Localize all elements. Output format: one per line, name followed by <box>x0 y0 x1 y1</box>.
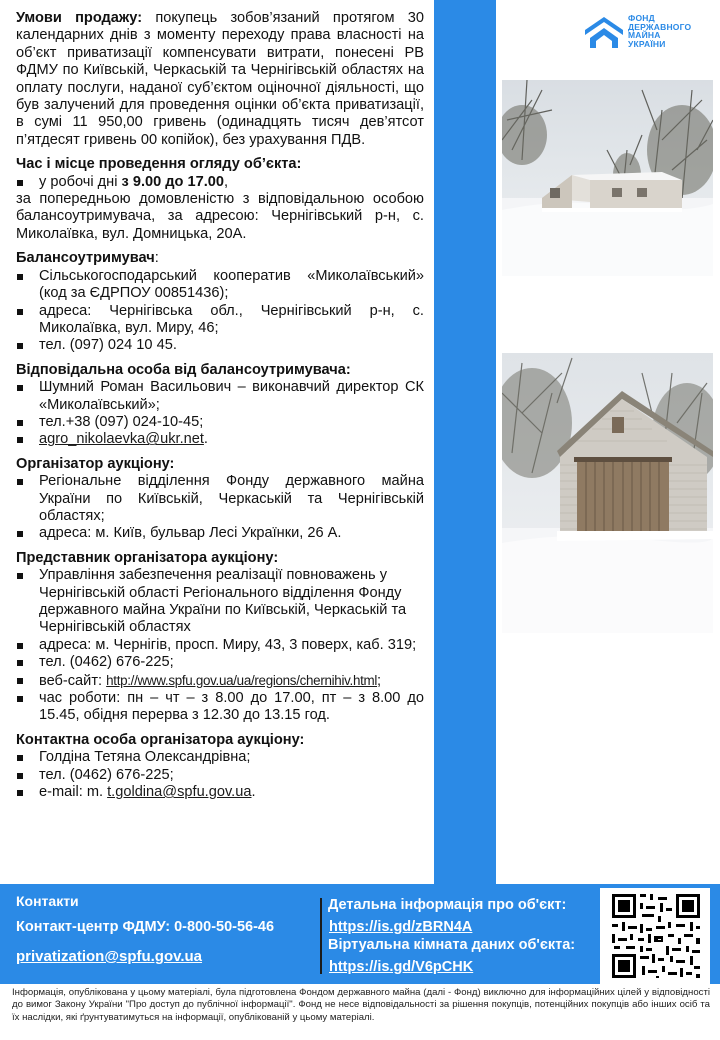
list-item: тел. (097) 024 10 45. <box>16 337 424 354</box>
contact-person-list <box>16 749 424 801</box>
footer-vdr-label: Віртуальна кімната даних об'єкта: <box>328 937 576 953</box>
list-item: тел. (0462) 676-225; <box>16 767 424 784</box>
list-item: адреса: м. Київ, бульвар Лесі Українки, 26 А. <box>16 525 424 542</box>
contact-email-prefix: e-mail: m. <box>39 784 108 801</box>
footer-email-link[interactable]: privatization@spfu.gov.ua <box>16 948 203 965</box>
contact-email-link[interactable]: t.goldina@spfu.gov.ua <box>107 784 252 801</box>
balance-holder-section <box>16 250 424 354</box>
list-item: час роботи: пн – чт – з 8.00 до 17.00, пт – з 8.00 до 15.45, обідня перерва з 12.30 до 13.15 год. <box>16 690 424 725</box>
list-item: Управління забезпечення реалізації повноважень у Чернігівській області Регіонального відділення Фонду державного майна України по Київській, Черкаській та Чернігівській областях <box>16 567 424 637</box>
website-suffix: ; <box>377 672 382 689</box>
sale-terms-text: покупець зобов’язаний протягом 30 календарних днів з моменту переходу права власності на об’єкт приватизації компенсувати витрати, понесені РВ ФДМУ по Київській, Черкаській та Чернігівській областях на оплату послуги, наданої суб’єктом оціночної діяльності, що був залучений для проведення оцінки об’єкта приватизації, в сумі 11 950,00 гривень (одинадцять тисяч дев’ятсот п’ятдесят гривень 00 копійок), без урахування ПДВ. <box>16 10 424 148</box>
inspection-section <box>16 156 424 243</box>
list-item: адреса: м. Чернігів, просп. Миру, 43, 3 поверх, каб. 319; <box>16 637 424 654</box>
inspection-text: за попередньою домовленістю з відповідальною особою балансоутримувача, за адресою: Чернігівський р-н, с. Миколаївка, вул. Домницька, 20А. <box>16 191 424 242</box>
balance-holder-heading <box>16 250 424 267</box>
side-accent-bar <box>434 0 496 884</box>
organizer-section <box>16 456 424 543</box>
logo-text <box>628 14 691 48</box>
lot-description <box>16 10 424 808</box>
balance-holder-list <box>16 268 424 355</box>
organizer-rep-heading: Представник організатора аукціону: <box>16 549 279 566</box>
inspection-time-hours: з 9.00 до 17.00 <box>121 173 225 190</box>
logo-line: УКРАЇНИ <box>628 38 666 49</box>
organizer-rep-section <box>16 550 424 725</box>
fdmu-logo <box>584 14 714 50</box>
footer-detail-label: Детальна інформація про об'єкт: <box>328 897 567 913</box>
list-item: Сільськогосподарський кооператив «Миколаївський» (код за ЄДРПОУ 00851436); <box>16 268 424 303</box>
responsible-heading: Відповідальна особа від балансоутримувача: <box>16 361 351 378</box>
list-item: Шумний Роман Васильович – виконавчий директор СК «Миколаївський»; <box>16 379 424 414</box>
balance-holder-heading-text: Балансоутримувач <box>16 250 155 267</box>
website-link[interactable]: http://www.spfu.gov.ua/ua/regions/chernihiv.html <box>106 672 378 688</box>
inspection-time-prefix: у робочі дні <box>39 173 122 190</box>
contact-person-section <box>16 732 424 802</box>
list-item <box>16 431 424 448</box>
responsible-email-suffix: . <box>203 431 208 448</box>
barn-doors-photo-image <box>502 353 713 633</box>
disclaimer-text: Інформація, опублікована у цьому матеріалі, була підготовлена Фондом державного майна (далі - Фонд) виключно для інформаційних цілей у відповідності до вимог Закону України "Про доступ до публічної інформації". Фонд не несе відповідальності за рішення покупців, потенційних покупців або інших осіб та їх наслідки, які ґрунтуватимуться на інформації, опублікованій у цьому матеріалі. <box>12 987 710 1023</box>
qr-code-icon <box>600 888 710 984</box>
barn-photo-image <box>502 80 713 276</box>
balance-holder-heading-colon: : <box>154 250 159 267</box>
inspection-time-item <box>16 174 424 191</box>
sale-terms-heading: Умови продажу: <box>16 10 143 26</box>
footer-vdr-link[interactable]: https://is.gd/V6pCHK <box>329 959 474 975</box>
logo-line: ДЕРЖАВНОГО <box>628 21 692 32</box>
logo-line: ФОНД <box>628 13 655 23</box>
list-item: адреса: Чернігівська обл., Чернігівський р-н, с. Миколаївка, вул. Миру, 46; <box>16 303 424 338</box>
responsible-section <box>16 362 424 449</box>
organizer-list <box>16 473 424 543</box>
inspection-list <box>16 174 424 191</box>
list-item: тел.+38 (097) 024-10-45; <box>16 414 424 431</box>
inspection-time-suffix: , <box>224 173 229 190</box>
footer-divider <box>320 898 322 974</box>
logo-line: МАЙНА <box>628 30 661 41</box>
responsible-email-link[interactable]: agro_nikolaevka@ukr.net <box>39 431 204 448</box>
list-item <box>16 672 424 690</box>
footer-contacts-label: Контакти <box>16 893 79 909</box>
house-roof-icon <box>584 14 624 48</box>
website-prefix: веб-сайт: <box>39 672 107 689</box>
object-photo-2 <box>502 353 713 633</box>
organizer-heading: Організатор аукціону: <box>16 455 175 472</box>
organizer-rep-list <box>16 567 424 725</box>
inspection-heading: Час і місце проведення огляду об’єкта: <box>16 156 302 173</box>
list-item: Голдіна Тетяна Олександрівна; <box>16 749 424 766</box>
contact-email-suffix: . <box>251 784 256 801</box>
qr-code[interactable] <box>600 888 710 984</box>
list-item: Регіональне відділення Фонду державного майна України по Київській, Черкаській та Чернігівській областях; <box>16 473 424 525</box>
sale-terms-paragraph <box>16 10 424 149</box>
contact-person-heading: Контактна особа організатора аукціону: <box>16 731 305 748</box>
footer-contact-center: Контакт-центр ФДМУ: 0-800-50-56-46 <box>16 919 275 935</box>
footer-detail-link[interactable]: https://is.gd/zBRN4A <box>329 919 473 935</box>
object-photo-1 <box>502 80 713 276</box>
list-item <box>16 784 424 801</box>
responsible-list <box>16 379 424 449</box>
list-item: тел. (0462) 676-225; <box>16 654 424 671</box>
